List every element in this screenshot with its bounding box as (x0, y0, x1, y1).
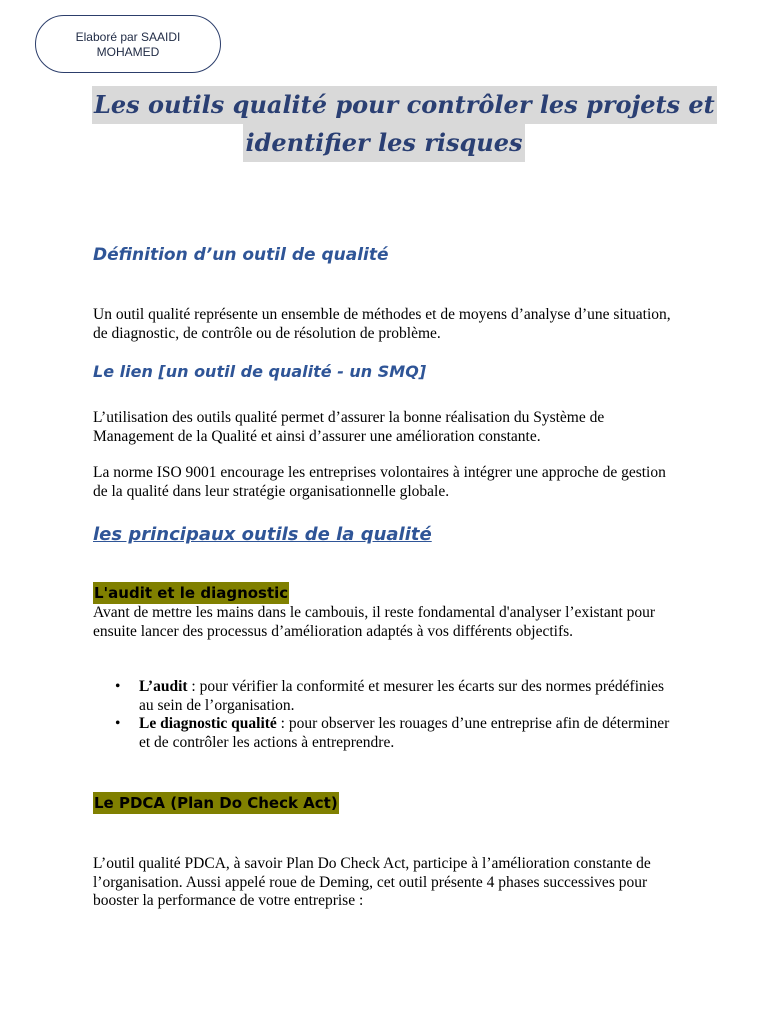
bullet-description: : pour vérifier la conformité et mesurer les écarts sur des normes prédéfinies au sein de l’organisation. (139, 678, 664, 714)
audit-bullet-list (115, 678, 675, 752)
pdca-paragraph: L’outil qualité PDCA, à savoir Plan Do Check Act, participe à l’amélioration constante de l’organisation. Aussi appelé roue de Deming, cet outil présente 4 phases successives pour booster la performance de votre entreprise : (93, 855, 651, 909)
bullet-icon: • (115, 678, 121, 695)
heading-lien: Le lien [un outil de qualité - un SMQ] (93, 362, 427, 381)
heading-principaux-outils: les principaux outils de la qualité (93, 524, 432, 545)
definition-paragraph: Un outil qualité représente un ensemble de méthodes et de moyens d’analyse d’une situation, de diagnostic, de contrôle ou de résolution de problème. (93, 306, 671, 342)
lien-paragraph-1: L’utilisation des outils qualité permet d’assurer la bonne réalisation du Système de Management de la Qualité et ainsi d’assurer une amélioration constante. (93, 409, 605, 445)
title-line-1: Les outils qualité pour contrôler les projets et (92, 86, 717, 124)
bullet-term: L’audit (139, 678, 188, 695)
list-item (115, 678, 675, 715)
page-title (92, 86, 715, 162)
title-line-2: identifier les risques (243, 124, 524, 162)
audit-paragraph: Avant de mettre les mains dans le cambouis, il reste fondamental d'analyser l’existant pour ensuite lancer des processus d’amélioration adaptés à vos différents objectifs. (93, 604, 656, 640)
bullet-icon: • (115, 715, 121, 732)
bullet-description: : pour observer les rouages d’une entreprise afin de déterminer et de contrôler les actions à entreprendre. (139, 715, 670, 751)
author-line-1: Elaboré par SAAIDI (75, 30, 181, 44)
author-line-2: MOHAMED (96, 45, 160, 59)
author-box (35, 15, 221, 73)
heading-audit-diagnostic: L'audit et le diagnostic (94, 584, 289, 602)
list-item (115, 715, 675, 752)
lien-paragraph-2: La norme ISO 9001 encourage les entreprises volontaires à intégrer une approche de gestion de la qualité dans leur stratégie organisationnelle globale. (93, 464, 666, 500)
bullet-term: Le diagnostic qualité (139, 715, 277, 732)
heading-definition: Définition d’un outil de qualité (93, 245, 389, 265)
heading-pdca: Le PDCA (Plan Do Check Act) (94, 794, 338, 812)
